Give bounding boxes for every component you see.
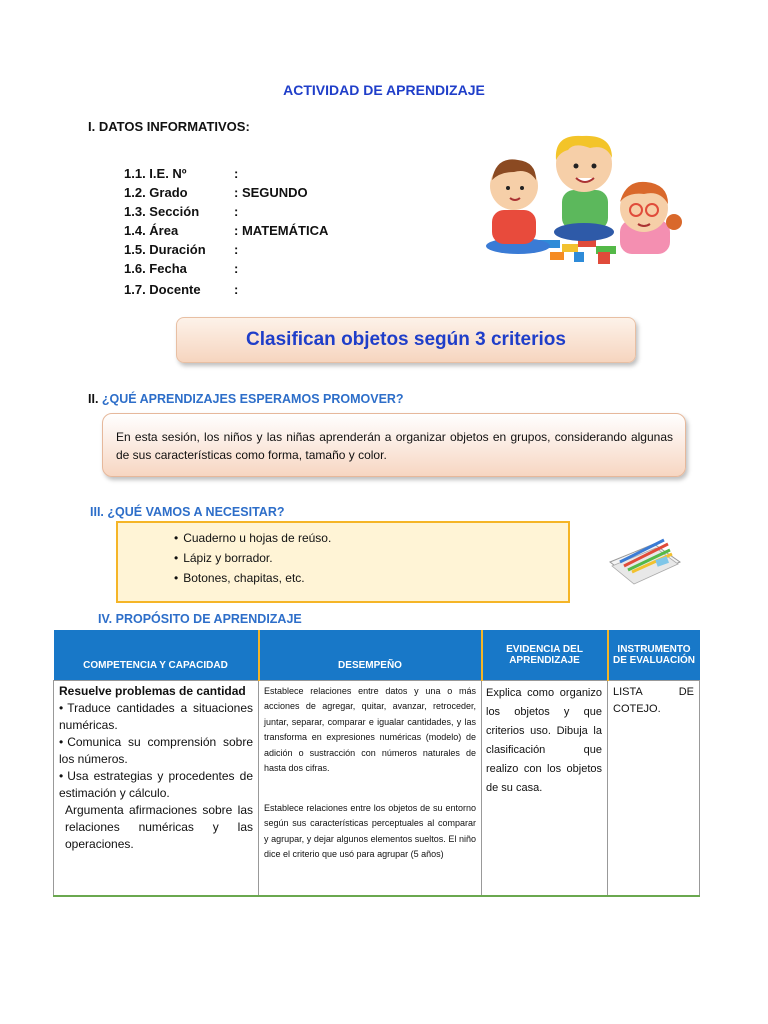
list-item: • Botones, chapitas, etc. <box>174 568 568 588</box>
field-value: : <box>234 166 239 181</box>
section-proposito-heading: IV. PROPÓSITO DE APRENDIZAJE <box>98 612 302 626</box>
section-title: ¿QUÉ APRENDIZAJES ESPERAMOS PROMOVER? <box>101 392 404 406</box>
field-label: 1.7. Docente <box>124 282 201 297</box>
field-value: : <box>234 242 239 257</box>
field-value: : <box>234 204 239 219</box>
materials-list <box>116 521 570 603</box>
field-value: : MATEMÁTICA <box>234 223 329 238</box>
field-ie <box>124 166 238 181</box>
section-number: II. <box>88 392 99 406</box>
section-number: III. <box>90 505 104 519</box>
field-seccion <box>124 204 238 219</box>
section-title: ¿QUÉ VAMOS A NECESITAR? <box>107 505 285 519</box>
field-value: : SEGUNDO <box>234 185 308 200</box>
field-value: : <box>234 282 239 297</box>
field-fecha <box>124 261 238 276</box>
competencia-cell <box>54 680 259 896</box>
purpose-table <box>53 630 700 897</box>
evidencia-cell: Explica como organizo los objetos y que criterios uso. Dibuja la clasificación que realizo con los objetos de su casa. <box>482 680 608 896</box>
capacidad-item: Argumenta afirmaciones sobre las relaciones numéricas y las operaciones. <box>65 802 253 851</box>
session-title: Clasifican objetos según 3 criterios <box>246 329 566 350</box>
desempeno-text: Establece relaciones entre los objetos de su entorno según sus características perceptuales al comparar y agrupar, y dejar algunos elementos sueltos. El niño dice el criterio que usó para agrupar (5 años) <box>264 802 476 859</box>
competencia-title: Resuelve problemas de cantidad <box>59 683 246 698</box>
field-label: 1.5. Duración <box>124 242 206 257</box>
section-aprendizajes-heading <box>88 392 404 406</box>
field-value: : <box>234 261 239 276</box>
capacidad-item: • Traduce cantidades a situaciones numéricas. <box>59 700 253 734</box>
instrumento-cell: LISTA DE COTEJO. <box>608 680 700 896</box>
field-duracion <box>124 242 238 257</box>
column-header: DESEMPEÑO <box>259 630 482 680</box>
desempeno-text: Establece relaciones entre datos y una o más acciones de agregar, quitar, avanzar, retroceder, juntar, separar, comparar e igualar cantidades, y las transforma en expresiones numéricas (modelo) de adición o sustracción con números naturales de hasta dos cifras. <box>264 685 476 773</box>
list-item: • Cuaderno u hojas de reúso. <box>174 528 568 548</box>
list-item: • Lápiz y borrador. <box>174 548 568 568</box>
school-supplies-illustration <box>606 528 682 586</box>
section-materiales-heading <box>90 505 284 519</box>
learning-description: En esta sesión, los niños y las niñas aprenderán a organizar objetos en grupos, considerando algunas de sus características como forma, tamaño y color. <box>102 413 686 477</box>
field-label: 1.2. Grado <box>124 185 188 200</box>
field-label: 1.3. Sección <box>124 204 200 219</box>
capacidad-item: • Comunica su comprensión sobre los números. <box>59 734 253 768</box>
field-label: 1.1. I.E. Nº <box>124 166 187 181</box>
page-title: ACTIVIDAD DE APRENDIZAJE <box>283 82 485 98</box>
field-label: 1.4. Área <box>124 223 179 238</box>
session-title-banner <box>176 317 636 363</box>
desempeno-cell <box>259 680 482 896</box>
field-docente <box>124 282 238 297</box>
field-grado <box>124 185 308 200</box>
field-label: 1.6. Fecha <box>124 261 187 276</box>
field-area <box>124 223 328 238</box>
table-header-row <box>54 630 700 680</box>
column-header: INSTRUMENTO DE EVALUACIÓN <box>608 630 700 680</box>
capacidad-item: • Usa estrategias y procedentes de estimación y cálculo. <box>59 768 253 802</box>
children-playing-illustration <box>478 128 700 274</box>
section-datos-heading: I. DATOS INFORMATIVOS: <box>88 119 250 134</box>
column-header: EVIDENCIA DEL APRENDIZAJE <box>482 630 608 680</box>
table-row <box>54 680 700 896</box>
column-header: COMPETENCIA Y CAPACIDAD <box>54 630 259 680</box>
